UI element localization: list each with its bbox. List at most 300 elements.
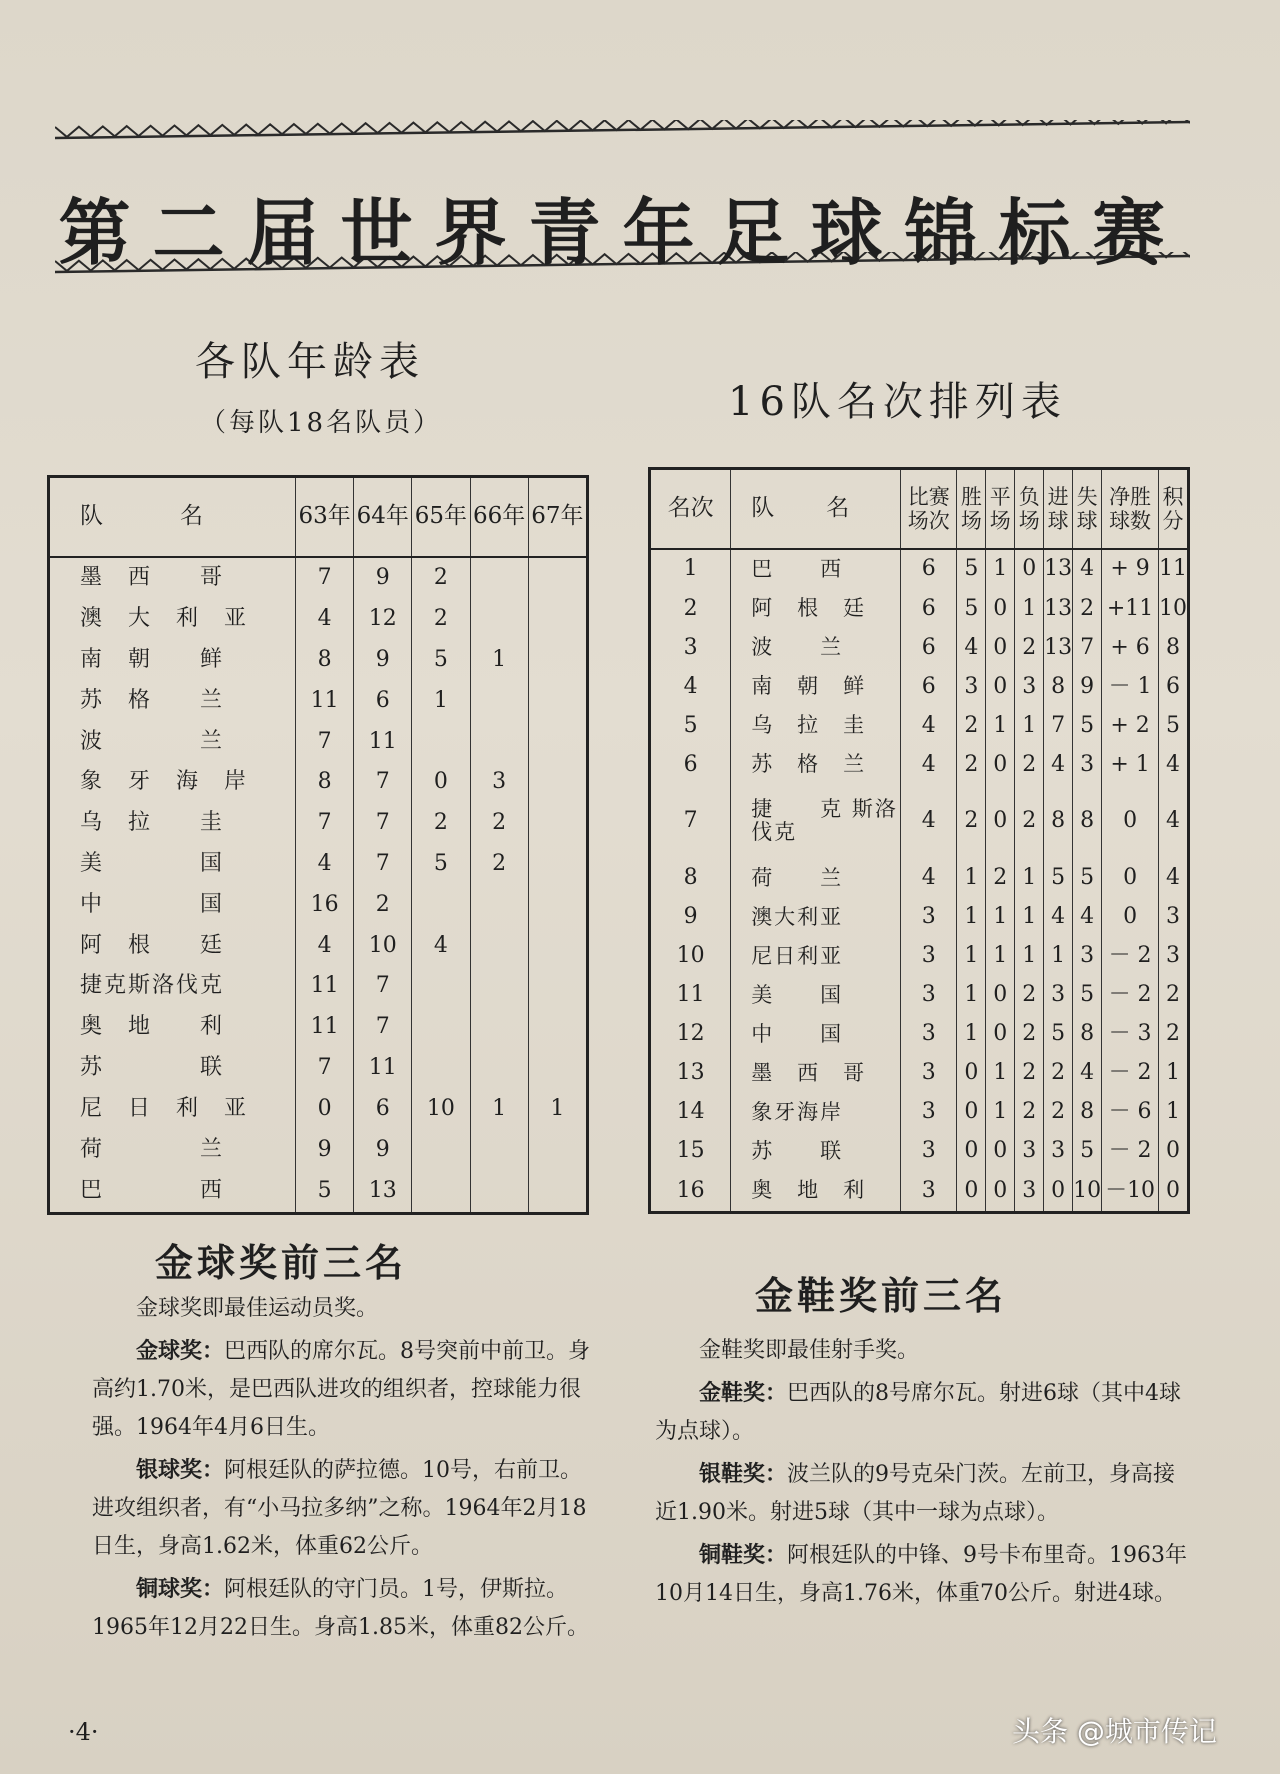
golden-boot-heading: 金鞋奖前三名 xyxy=(755,1273,1008,1318)
rank-number: 11 xyxy=(650,976,731,1015)
table-cell: 0 xyxy=(986,784,1015,859)
table-row xyxy=(650,1093,1189,1132)
table-cell xyxy=(528,1170,587,1213)
table-cell: 5 xyxy=(1073,1132,1102,1171)
table-cell: 8 xyxy=(1158,628,1188,667)
table-cell: 7 xyxy=(296,557,354,599)
table-row xyxy=(49,844,588,885)
age-table xyxy=(47,475,589,1215)
table-row xyxy=(49,966,588,1007)
rank-table-body xyxy=(650,549,1189,1213)
team-name: 巴 西 xyxy=(49,1170,296,1213)
table-row xyxy=(49,1129,588,1170)
team-name: 澳大利亚 xyxy=(731,898,901,937)
table-cell: 6 xyxy=(901,628,957,667)
table-cell: －10 xyxy=(1102,1171,1159,1213)
table-cell: 11 xyxy=(354,721,412,762)
team-name: 中 国 xyxy=(49,885,296,926)
table-cell: 7 xyxy=(354,762,412,803)
table-cell: 8 xyxy=(1073,1015,1102,1054)
watermark: 头条 @城市传记 xyxy=(1012,1715,1217,1748)
team-name: 美 国 xyxy=(49,844,296,885)
table-row xyxy=(650,667,1189,706)
table-cell: 10 xyxy=(1158,589,1188,628)
team-name: 中 国 xyxy=(731,1015,901,1054)
table-cell: 13 xyxy=(1044,628,1073,667)
table-row xyxy=(650,628,1189,667)
table-cell: 1 xyxy=(986,1093,1015,1132)
table-cell xyxy=(470,925,528,966)
award-text: 阿根廷队的萨拉德。10号，右前卫。进攻组织者，有“小马拉多纳”之称。1964年2月18日生，身高1.62米，体重62公斤。 xyxy=(92,1458,587,1559)
table-cell: 1 xyxy=(470,1089,528,1130)
table-cell: － 2 xyxy=(1102,937,1159,976)
team-name: 捷 克 斯洛伐克 xyxy=(731,784,901,859)
table-cell: 2 xyxy=(1158,1015,1188,1054)
table-row xyxy=(49,1007,588,1048)
table-cell: 3 xyxy=(901,898,957,937)
table-row xyxy=(650,1054,1189,1093)
team-name: 象 牙 海 岸 xyxy=(49,762,296,803)
table-cell: 2 xyxy=(1044,1093,1073,1132)
table-cell: 4 xyxy=(1073,1054,1102,1093)
golden-boot-intro: 金鞋奖即最佳射手奖。 xyxy=(699,1338,920,1363)
table-cell: 6 xyxy=(1158,667,1188,706)
rank-col-won: 胜场 xyxy=(957,469,986,549)
rank-table-header-row xyxy=(650,469,1189,549)
table-cell: 8 xyxy=(1073,1093,1102,1132)
table-cell: 0 xyxy=(1015,549,1044,590)
table-cell: 1 xyxy=(957,898,986,937)
table-cell: 0 xyxy=(1102,784,1159,859)
table-cell: 11 xyxy=(296,966,354,1007)
table-cell: 1 xyxy=(412,681,470,722)
table-cell: 13 xyxy=(1044,549,1073,590)
table-cell: 0 xyxy=(986,1132,1015,1171)
table-cell xyxy=(470,966,528,1007)
table-cell: 1 xyxy=(1015,898,1044,937)
rank-col-rank: 名次 xyxy=(650,469,731,549)
rank-col-lost: 负场 xyxy=(1015,469,1044,549)
table-cell: 4 xyxy=(412,925,470,966)
table-cell: 2 xyxy=(470,803,528,844)
table-cell: 5 xyxy=(1073,976,1102,1015)
team-name: 象牙海岸 xyxy=(731,1093,901,1132)
table-cell: 1 xyxy=(986,1054,1015,1093)
table-row xyxy=(49,681,588,722)
table-cell: 6 xyxy=(901,549,957,590)
table-cell: 1 xyxy=(1015,706,1044,745)
table-cell: 4 xyxy=(296,925,354,966)
team-name: 波 兰 xyxy=(49,721,296,762)
table-cell: 2 xyxy=(412,557,470,599)
table-cell xyxy=(412,1007,470,1048)
table-cell: 3 xyxy=(901,1054,957,1093)
table-cell xyxy=(470,1170,528,1213)
table-cell: 5 xyxy=(1044,1015,1073,1054)
team-name: 美 国 xyxy=(731,976,901,1015)
age-col-team: 队 名 xyxy=(49,477,296,557)
table-row xyxy=(650,1015,1189,1054)
award-label: 银球奖： xyxy=(136,1457,225,1483)
table-cell: 2 xyxy=(470,844,528,885)
rank-number: 4 xyxy=(650,667,731,706)
table-cell: 2 xyxy=(1015,976,1044,1015)
table-cell: 3 xyxy=(1015,1171,1044,1213)
table-row xyxy=(49,599,588,640)
award-text: 阿根廷队的中锋、9号卡布里奇。1963年10月14日生，身高1.76米，体重70公斤。射进4球。 xyxy=(655,1543,1188,1606)
table-cell: 1 xyxy=(957,937,986,976)
table-cell xyxy=(470,885,528,926)
table-row xyxy=(650,784,1189,859)
table-row xyxy=(49,640,588,681)
table-cell: 1 xyxy=(1015,937,1044,976)
team-name: 南 朝 鲜 xyxy=(49,640,296,681)
age-table-header-row xyxy=(49,477,588,557)
team-name: 尼日利亚 xyxy=(731,937,901,976)
table-cell: 8 xyxy=(1044,667,1073,706)
table-cell: 4 xyxy=(296,599,354,640)
rank-table-heading: 16队名次排列表 xyxy=(728,379,1067,425)
table-cell: 9 xyxy=(296,1129,354,1170)
table-cell: 1 xyxy=(957,976,986,1015)
table-cell xyxy=(470,599,528,640)
table-cell: 1 xyxy=(1015,859,1044,898)
table-cell: 7 xyxy=(354,1007,412,1048)
table-cell: 8 xyxy=(1073,784,1102,859)
table-cell xyxy=(412,1129,470,1170)
table-cell: 0 xyxy=(1102,898,1159,937)
table-cell: 0 xyxy=(986,1015,1015,1054)
table-cell: 2 xyxy=(354,885,412,926)
table-cell: +11 xyxy=(1102,589,1159,628)
award-label: 金球奖： xyxy=(136,1338,225,1364)
table-row xyxy=(650,549,1189,590)
table-row xyxy=(49,803,588,844)
team-name: 波 兰 xyxy=(731,628,901,667)
table-cell: － 6 xyxy=(1102,1093,1159,1132)
table-cell: 7 xyxy=(296,721,354,762)
table-cell: 1 xyxy=(1044,937,1073,976)
table-cell xyxy=(528,721,587,762)
bronze-ball-item xyxy=(92,1570,592,1647)
table-cell: － 2 xyxy=(1102,1054,1159,1093)
table-cell: 0 xyxy=(1044,1171,1073,1213)
table-cell: 1 xyxy=(1158,1054,1188,1093)
table-cell: 0 xyxy=(957,1132,986,1171)
table-cell: 4 xyxy=(1044,745,1073,784)
team-name: 捷克斯洛伐克 xyxy=(49,966,296,1007)
team-name: 荷 兰 xyxy=(731,859,901,898)
age-col-66: 66年 xyxy=(470,477,528,557)
table-cell: 8 xyxy=(296,762,354,803)
table-row xyxy=(650,589,1189,628)
table-cell: 5 xyxy=(412,844,470,885)
award-label: 金鞋奖： xyxy=(699,1380,788,1406)
age-table-body xyxy=(49,557,588,1214)
golden-ball-intro: 金球奖即最佳运动员奖。 xyxy=(136,1296,379,1321)
rank-number: 7 xyxy=(650,784,731,859)
table-cell: + 6 xyxy=(1102,628,1159,667)
table-cell: 10 xyxy=(412,1089,470,1130)
team-name: 墨 西 哥 xyxy=(731,1054,901,1093)
table-cell xyxy=(412,1170,470,1213)
table-cell: 0 xyxy=(986,1171,1015,1213)
table-cell: 12 xyxy=(354,599,412,640)
table-cell: 10 xyxy=(1073,1171,1102,1213)
table-row xyxy=(650,859,1189,898)
rank-number: 9 xyxy=(650,898,731,937)
table-cell: 3 xyxy=(1015,667,1044,706)
table-cell: 0 xyxy=(986,667,1015,706)
age-col-65: 65年 xyxy=(412,477,470,557)
table-cell: 3 xyxy=(901,1015,957,1054)
table-cell: 4 xyxy=(901,706,957,745)
table-cell: 4 xyxy=(901,859,957,898)
silver-boot-item xyxy=(655,1455,1195,1532)
table-cell: 16 xyxy=(296,885,354,926)
rank-number: 12 xyxy=(650,1015,731,1054)
table-cell: 0 xyxy=(957,1093,986,1132)
golden-boot-item xyxy=(655,1374,1195,1451)
table-cell: 1 xyxy=(986,549,1015,590)
rank-number: 14 xyxy=(650,1093,731,1132)
table-cell: － 2 xyxy=(1102,976,1159,1015)
table-cell: 11 xyxy=(354,1048,412,1089)
table-cell xyxy=(412,1048,470,1089)
team-name: 苏 格 兰 xyxy=(731,745,901,784)
age-table-heading: 各队年龄表 xyxy=(195,339,425,385)
table-cell: + 1 xyxy=(1102,745,1159,784)
table-cell: 1 xyxy=(986,898,1015,937)
table-cell: 6 xyxy=(354,681,412,722)
table-cell: 3 xyxy=(957,667,986,706)
table-cell: 2 xyxy=(1015,1015,1044,1054)
table-cell: 11 xyxy=(296,1007,354,1048)
rank-number: 13 xyxy=(650,1054,731,1093)
table-row xyxy=(49,762,588,803)
table-cell: 5 xyxy=(1073,859,1102,898)
table-row xyxy=(650,1132,1189,1171)
table-row xyxy=(650,1171,1189,1213)
table-cell: 13 xyxy=(1044,589,1073,628)
table-cell: 0 xyxy=(1102,859,1159,898)
team-name: 荷 兰 xyxy=(49,1129,296,1170)
table-cell: 2 xyxy=(1158,976,1188,1015)
table-cell: 0 xyxy=(957,1054,986,1093)
table-cell xyxy=(528,762,587,803)
team-name: 阿 根 廷 xyxy=(731,589,901,628)
table-cell: 2 xyxy=(1015,628,1044,667)
table-cell: 5 xyxy=(296,1170,354,1213)
table-cell: 7 xyxy=(354,966,412,1007)
golden-boot-column xyxy=(655,1332,1195,1617)
table-cell: 5 xyxy=(957,549,986,590)
table-cell xyxy=(528,640,587,681)
rank-number: 3 xyxy=(650,628,731,667)
table-cell xyxy=(412,721,470,762)
table-cell: 2 xyxy=(1015,784,1044,859)
page-title: 第二届世界青年足球锦标赛 xyxy=(58,190,1187,275)
golden-ball-column xyxy=(92,1290,592,1651)
table-cell xyxy=(470,1048,528,1089)
table-cell: 7 xyxy=(354,844,412,885)
table-cell xyxy=(528,885,587,926)
table-cell xyxy=(470,1007,528,1048)
team-name: 澳 大 利 亚 xyxy=(49,599,296,640)
table-cell: 3 xyxy=(901,976,957,1015)
table-cell: 1 xyxy=(1158,1093,1188,1132)
age-col-64: 64年 xyxy=(354,477,412,557)
rank-col-goals-against: 失球 xyxy=(1073,469,1102,549)
table-cell: 0 xyxy=(986,745,1015,784)
table-row xyxy=(49,557,588,599)
table-cell: 9 xyxy=(354,557,412,599)
table-cell xyxy=(528,599,587,640)
table-cell xyxy=(412,966,470,1007)
rank-table xyxy=(648,467,1190,1214)
silver-ball-item xyxy=(92,1451,592,1566)
table-cell xyxy=(528,966,587,1007)
table-cell xyxy=(528,844,587,885)
table-cell: 3 xyxy=(901,1132,957,1171)
table-cell: 4 xyxy=(901,745,957,784)
team-name: 苏 联 xyxy=(49,1048,296,1089)
table-cell: + 9 xyxy=(1102,549,1159,590)
team-name: 苏 联 xyxy=(731,1132,901,1171)
team-name: 阿 根 廷 xyxy=(49,925,296,966)
table-cell: 0 xyxy=(986,976,1015,1015)
table-cell xyxy=(528,803,587,844)
table-cell: 2 xyxy=(986,859,1015,898)
rank-col-goal-diff: 净胜球数 xyxy=(1102,469,1159,549)
table-cell: 7 xyxy=(1044,706,1073,745)
table-cell xyxy=(528,1129,587,1170)
table-cell: 1 xyxy=(986,937,1015,976)
table-cell: 0 xyxy=(957,1171,986,1213)
table-cell: 3 xyxy=(1044,976,1073,1015)
age-table-note: （每队18名队员） xyxy=(200,408,443,438)
table-cell: 0 xyxy=(986,628,1015,667)
team-name: 南 朝 鲜 xyxy=(731,667,901,706)
golden-ball-item xyxy=(92,1332,592,1447)
table-cell: 0 xyxy=(1158,1171,1188,1213)
rank-col-goals-for: 进球 xyxy=(1044,469,1073,549)
table-cell: 3 xyxy=(1044,1132,1073,1171)
award-text: 波兰队的9号克朵门茨。左前卫，身高接近1.90米。射进5球（其中一球为点球）。 xyxy=(655,1462,1176,1525)
table-cell: 2 xyxy=(957,706,986,745)
table-cell: 0 xyxy=(296,1089,354,1130)
rank-col-drawn: 平场 xyxy=(986,469,1015,549)
table-cell: + 2 xyxy=(1102,706,1159,745)
award-label: 铜球奖： xyxy=(136,1576,225,1602)
table-cell: 2 xyxy=(1044,1054,1073,1093)
table-cell: 13 xyxy=(354,1170,412,1213)
table-cell: 4 xyxy=(1158,784,1188,859)
rank-number: 10 xyxy=(650,937,731,976)
golden-ball-heading: 金球奖前三名 xyxy=(155,1240,408,1285)
bronze-boot-item xyxy=(655,1536,1195,1613)
table-cell: 4 xyxy=(1158,745,1188,784)
table-cell: 1 xyxy=(957,1015,986,1054)
rank-col-points: 积分 xyxy=(1158,469,1188,549)
table-cell: 3 xyxy=(901,1171,957,1213)
team-name: 奥 地 利 xyxy=(49,1007,296,1048)
table-cell: 3 xyxy=(1015,1132,1044,1171)
rank-number: 15 xyxy=(650,1132,731,1171)
table-cell: 2 xyxy=(412,803,470,844)
table-cell: 5 xyxy=(1044,859,1073,898)
rank-col-team: 队 名 xyxy=(731,469,901,549)
table-cell: 2 xyxy=(1015,1093,1044,1132)
table-cell xyxy=(470,681,528,722)
table-row xyxy=(650,745,1189,784)
table-cell: － 2 xyxy=(1102,1132,1159,1171)
rank-number: 1 xyxy=(650,549,731,590)
table-cell: 10 xyxy=(354,925,412,966)
table-cell: 8 xyxy=(1044,784,1073,859)
table-cell: 11 xyxy=(1158,549,1188,590)
table-cell: 9 xyxy=(1073,667,1102,706)
table-cell xyxy=(528,1007,587,1048)
table-cell: 4 xyxy=(1158,859,1188,898)
rank-number: 2 xyxy=(650,589,731,628)
table-cell: 9 xyxy=(354,640,412,681)
table-cell: 7 xyxy=(296,803,354,844)
table-cell: 2 xyxy=(1015,1054,1044,1093)
table-cell: 0 xyxy=(1158,1132,1188,1171)
table-cell: 4 xyxy=(957,628,986,667)
award-text: 阿根廷队的守门员。1号，伊斯拉。1965年12月22日生。身高1.85米，体重82公斤。 xyxy=(92,1577,589,1640)
table-cell xyxy=(528,557,587,599)
table-cell: 4 xyxy=(1044,898,1073,937)
team-name: 尼 日 利 亚 xyxy=(49,1089,296,1130)
table-cell xyxy=(528,1048,587,1089)
top-wave-border xyxy=(55,120,1190,142)
table-cell: 0 xyxy=(412,762,470,803)
table-cell: 1 xyxy=(957,859,986,898)
table-cell: 4 xyxy=(1073,549,1102,590)
age-col-63: 63年 xyxy=(296,477,354,557)
table-cell: 9 xyxy=(354,1129,412,1170)
table-cell xyxy=(528,681,587,722)
table-cell: 4 xyxy=(901,784,957,859)
table-cell xyxy=(470,1129,528,1170)
table-cell: 2 xyxy=(1073,589,1102,628)
table-row xyxy=(650,976,1189,1015)
table-cell: 5 xyxy=(1158,706,1188,745)
table-cell xyxy=(528,925,587,966)
table-cell: 1 xyxy=(470,640,528,681)
table-cell: 6 xyxy=(901,667,957,706)
award-text: 巴西队的席尔瓦。8号突前中前卫。身高约1.70米，是巴西队进攻的组织者，控球能力很强。1964年4月6日生。 xyxy=(92,1339,591,1440)
team-name: 墨 西 哥 xyxy=(49,557,296,599)
table-cell: － 1 xyxy=(1102,667,1159,706)
rank-number: 16 xyxy=(650,1171,731,1213)
table-cell: 7 xyxy=(296,1048,354,1089)
table-cell xyxy=(470,557,528,599)
rank-number: 8 xyxy=(650,859,731,898)
team-name: 乌 拉 圭 xyxy=(49,803,296,844)
team-name: 苏 格 兰 xyxy=(49,681,296,722)
rank-number: 5 xyxy=(650,706,731,745)
table-row xyxy=(49,1089,588,1130)
table-cell: 4 xyxy=(1073,898,1102,937)
age-col-67: 67年 xyxy=(528,477,587,557)
table-row xyxy=(49,885,588,926)
table-cell: 7 xyxy=(354,803,412,844)
team-name: 奥 地 利 xyxy=(731,1171,901,1213)
table-cell: 6 xyxy=(354,1089,412,1130)
